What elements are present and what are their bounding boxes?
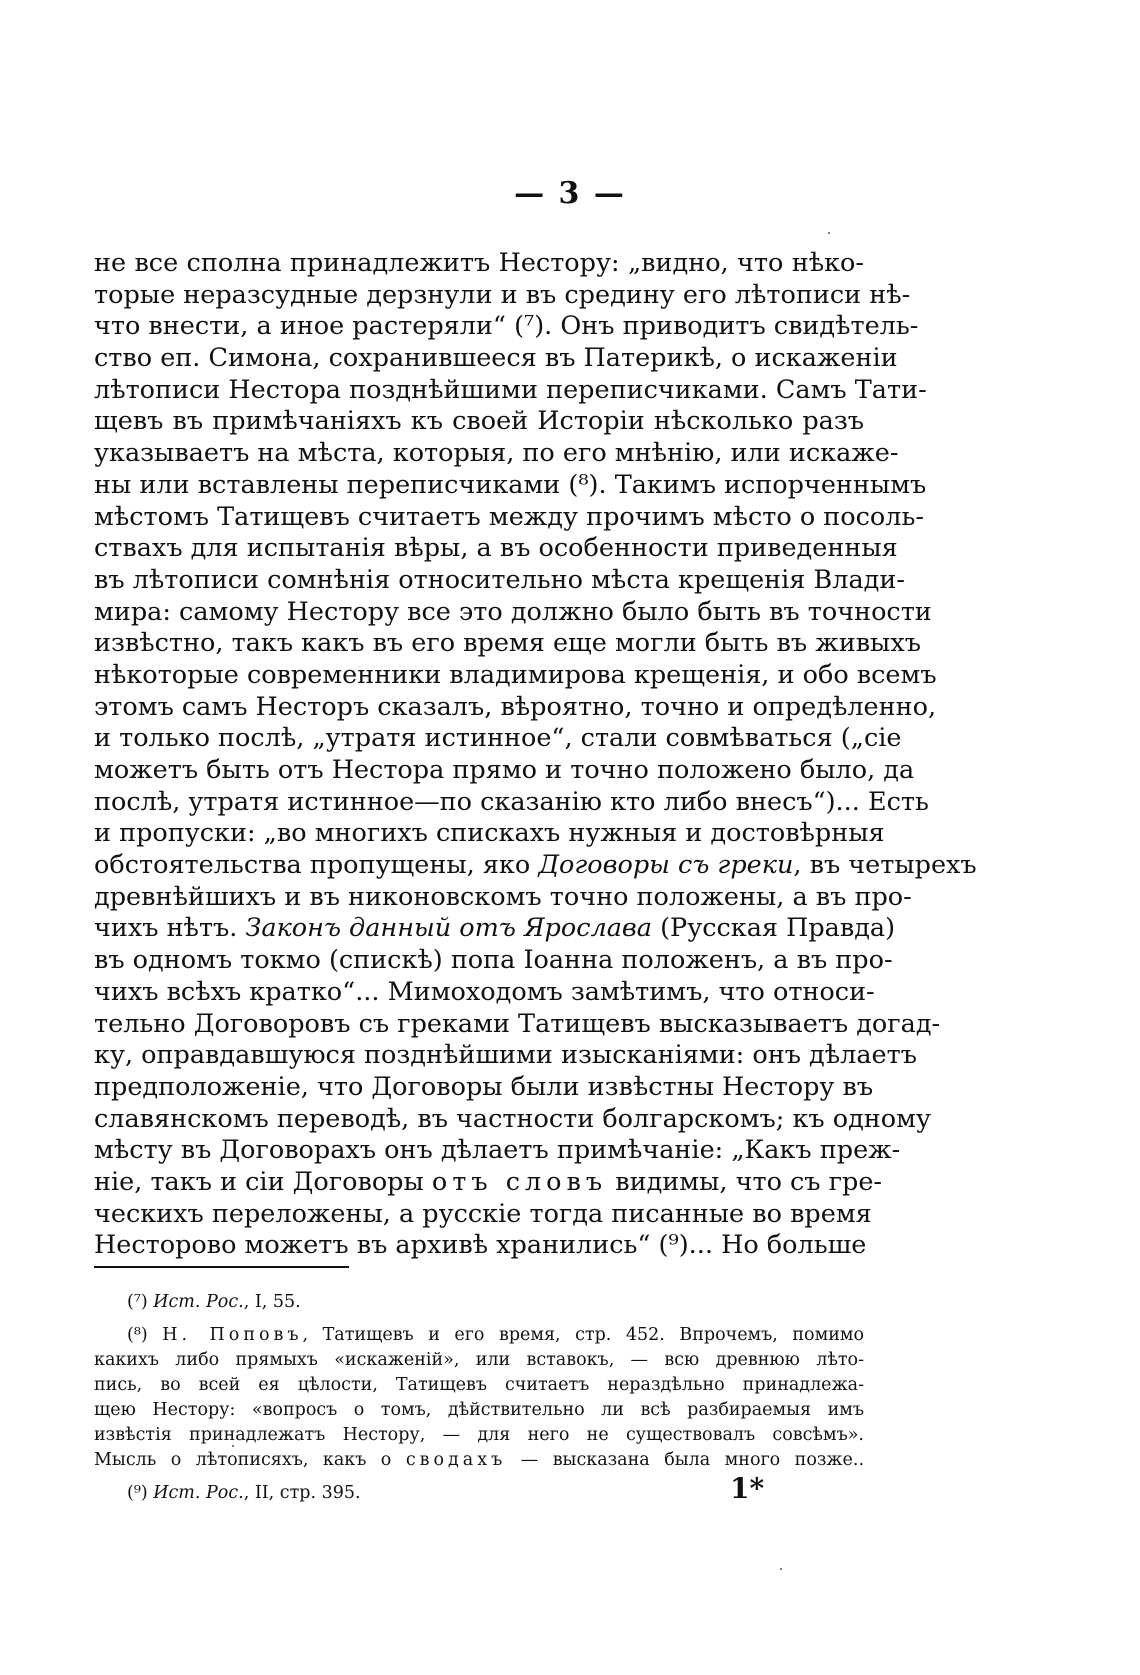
text-segment: обстоятельства пропущены, яко [94, 850, 539, 881]
text-line: и только послѣ, „утратя истинное“, стали совмѣваться („сіе [94, 723, 902, 754]
italic-title-zakon: Законъ данный отъ Ярослава [245, 913, 652, 944]
print-speck [780, 1568, 782, 1570]
footnote-italic-source: Ист. Рос. [153, 1292, 244, 1312]
printer-signature: 1* [730, 1472, 765, 1505]
text-line: нѣкоторые современники владимирова крещенія, и обо всемъ [94, 659, 937, 690]
text-line: этомъ самъ Несторъ сказалъ, вѣроятно, точно и опредѣленно, [94, 691, 937, 722]
text-line: ку, оправдавшуюся позднѣйшими изысканіями: онъ дѣлаетъ [94, 1040, 917, 1071]
footnote-divider [94, 1266, 349, 1268]
text-segment: видимы, что съ гре- [607, 1166, 883, 1197]
footnote-line: какихъ либо прямыхъ «искаженій», или вставокъ, — всю древнюю лѣто- [94, 1350, 864, 1370]
text-line: щевъ въ примѣчаніяхъ къ своей Исторіи нѣсколько разъ [94, 406, 864, 437]
footnote-7 [94, 1290, 864, 1315]
text-line: мира: самому Нестору все это должно было быть въ точности [94, 596, 932, 627]
footnote-line: щею Нестору: «вопросъ о томъ, дѣйствительно ли всѣ разбираемыя имъ [94, 1400, 864, 1420]
footnote-mark: (⁹) [127, 1483, 154, 1503]
spaced-emphasis: сводахъ [405, 1450, 507, 1470]
footnote-text: , Татищевъ и его время, стр. 452. Впрочемъ, помимо [302, 1325, 865, 1345]
text-line: что внести, а иное растеряли“ (⁷). Онъ приводитъ свидѣтель- [94, 311, 919, 342]
footnote-text: , II, стр. 395. [243, 1483, 361, 1503]
text-line [94, 850, 977, 882]
text-line: тельно Договоровъ съ греками Татищевъ высказываетъ догад- [94, 1008, 941, 1039]
text-line: и пропуски: „во многихъ спискахъ нужныя и достовѣрныя [94, 818, 885, 849]
text-line: указываетъ на мѣста, которыя, по его мнѣнію, или искаже- [94, 438, 899, 469]
text-line: ческихъ переложены, а русскіе тогда писанные во время [94, 1198, 872, 1229]
text-line: древнѣйшихъ и въ никоновскомъ точно положены, а въ про- [94, 881, 912, 912]
text-line: ство еп. Симона, сохранившееся въ Патерикѣ, о искаженіи [94, 343, 898, 374]
text-line: Несторово можетъ въ архивѣ хранились“ (⁹)... Но больше [94, 1230, 867, 1261]
text-line: ствахъ для испытанія вѣры, а въ особенности приведенныя [94, 533, 898, 564]
text-segment: чихъ нѣтъ. [94, 913, 246, 944]
text-line: ны или вставлены переписчиками (⁸). Такимъ испорченнымъ [94, 469, 927, 500]
text-line [94, 1166, 883, 1199]
text-line: лѣтописи Нестора позднѣйшими переписчиками. Самъ Тати- [94, 374, 927, 405]
print-speck [232, 1445, 234, 1447]
text-line: мѣстомъ Татищевъ считаетъ между прочимъ мѣсто о посоль- [94, 501, 924, 532]
footnote-italic-source: Ист. Рос. [153, 1483, 244, 1503]
text-line: можетъ быть отъ Нестора прямо и точно положено было, да [94, 755, 915, 785]
text-line: торые неразсудные дерзнули и въ средину его лѣтописи нѣ- [94, 279, 911, 310]
text-line: въ одномъ токмо (спискѣ) попа Іоанна положенъ, а въ про- [94, 945, 893, 976]
page-number: — 3 — [514, 176, 626, 211]
text-line [94, 913, 896, 945]
text-line: послѣ, утратя истинное—по сказанію кто либо внесъ“)... Есть [94, 786, 929, 817]
footnote-line [94, 1448, 864, 1473]
text-line: чихъ всѣхъ кратко“... Мимоходомъ замѣтимъ, что относи- [94, 976, 875, 1007]
footnote-mark: (⁷) [127, 1292, 154, 1312]
main-text [94, 248, 977, 1262]
footnote-line: пись, во всей ея цѣлости, Татищевъ считаетъ нераздѣльно принадлежа- [94, 1375, 864, 1395]
footnote-text: , I, 55. [243, 1292, 301, 1312]
text-line: предположеніе, что Договоры были извѣстны Нестору въ [94, 1071, 874, 1102]
footnote-text: Мысль о лѣтописяхъ, какъ о [94, 1450, 406, 1470]
text-segment: (Русская Правда) [651, 913, 896, 944]
spaced-author: Н. Поповъ [162, 1325, 303, 1345]
spaced-emphasis: отъ словъ [431, 1166, 608, 1197]
text-line: не все сполна принадлежитъ Нестору: „видно, что нѣко- [94, 248, 864, 278]
footnote-text: — высказана была много позже.. [506, 1450, 865, 1470]
footnote-8 [94, 1323, 864, 1348]
text-line: славянскомъ переводѣ, въ частности болгарскомъ; къ одному [94, 1103, 931, 1134]
footnote-line: извѣстія принадлежатъ Нестору, — для него не существовалъ совсѣмъ». [94, 1425, 864, 1445]
text-line: въ лѣтописи сомнѣнія относительно мѣста крещенія Влади- [94, 564, 905, 595]
print-speck [828, 232, 830, 234]
footnote-mark: (⁸) [127, 1325, 163, 1345]
text-line: мѣсту въ Договорахъ онъ дѣлаетъ примѣчаніе: „Какъ преж- [94, 1135, 901, 1166]
text-segment: , въ четырехъ [793, 850, 977, 881]
text-segment: ніе, такъ и сіи Договоры [94, 1166, 432, 1197]
text-line: извѣстно, такъ какъ въ его время еще могли быть въ живыхъ [94, 628, 921, 659]
italic-title-dogovory: Договоры съ греки [538, 850, 794, 881]
